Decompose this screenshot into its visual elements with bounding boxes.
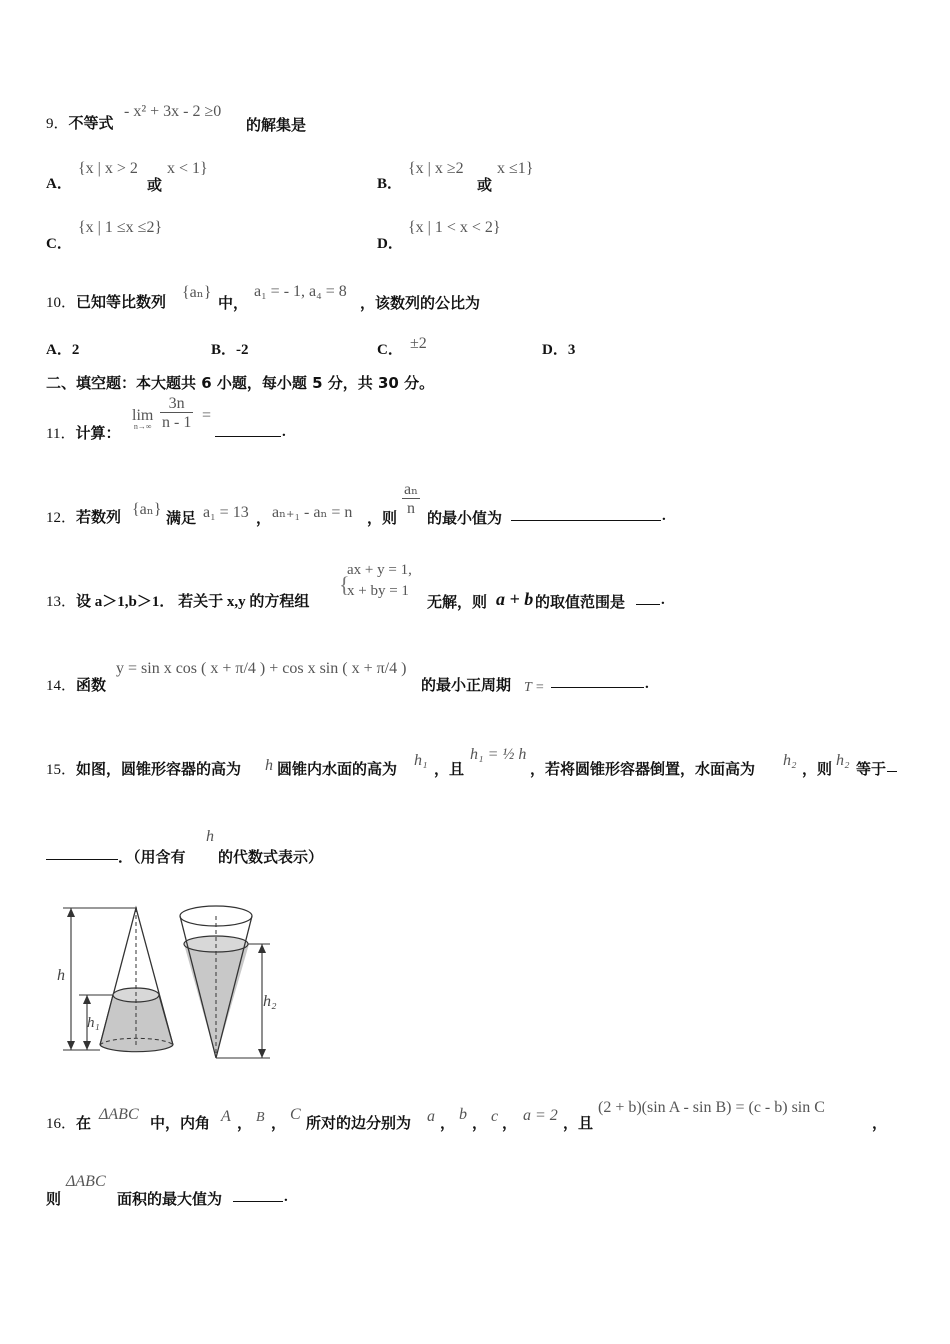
- q15-blank[interactable]: [46, 845, 118, 864]
- q16-blank[interactable]: [233, 1187, 283, 1206]
- q16-pre: 在: [76, 1114, 92, 1132]
- q11-stem: [46, 422, 120, 443]
- q15-h2: h₂: [783, 752, 797, 769]
- q12-seq: {aₙ}: [132, 501, 162, 518]
- q16-comma-d: ，: [472, 1114, 488, 1132]
- q16-number: 16．: [46, 1116, 77, 1132]
- q10-option-c-label: C．: [377, 342, 403, 358]
- fig-label-h2: h₂: [263, 993, 277, 1010]
- q9-post: 的解集是: [246, 116, 307, 134]
- q10-number: 10．: [46, 295, 77, 311]
- q10-option-b-value: -2: [236, 342, 249, 358]
- q15-h1: h₁: [414, 752, 428, 769]
- q11-lim-sub: n→∞: [133, 422, 152, 431]
- q10-option-a-label: A．: [46, 342, 72, 358]
- q9-option-b-math1: {x | x ≥2: [408, 160, 464, 177]
- section2-heading: 二、填空题：本大题共 6 小题，每小题 5 分，共 30 分。: [46, 374, 435, 392]
- q16-comma: ，: [872, 1114, 888, 1132]
- q12-number: 12．: [46, 510, 77, 526]
- q15-line1b: 圆锥内水面的高为: [277, 760, 398, 778]
- q9-stem: [46, 112, 114, 133]
- q16-comma-e: ，: [502, 1114, 518, 1132]
- q16-c: c: [491, 1108, 499, 1125]
- q12-end: .: [662, 508, 666, 524]
- q15-line1c: ，且: [434, 760, 465, 778]
- q15-blank-tail[interactable]: [887, 757, 897, 776]
- q16-post: 面积的最大值为: [117, 1190, 223, 1208]
- q12-c1: a₁ = 13: [203, 504, 249, 521]
- q10-option-a: [46, 338, 79, 359]
- upright-cone: [63, 908, 173, 1052]
- q14-T: T =: [524, 680, 545, 695]
- q9-option-c: [46, 232, 72, 253]
- q14-function: y = sin x cos ( x + π/4 ) + cos x sin ( x + π/4 ): [116, 660, 407, 677]
- q10-option-c-value: ±2: [410, 335, 427, 352]
- q12-c2: aₙ₊₁ - aₙ = n: [272, 504, 353, 521]
- inverted-cone: [180, 906, 270, 1058]
- q10-cond: a₁ = - 1, a₄ = 8: [254, 283, 347, 300]
- q13-system: [339, 562, 412, 600]
- q10-pre: 已知等比数列: [76, 293, 167, 311]
- q11-lim: [132, 407, 153, 431]
- q15-line2a: ．（用含有: [118, 848, 186, 866]
- q9-option-c-label: C．: [46, 236, 72, 252]
- q10-seq: {aₙ}: [182, 284, 212, 301]
- q13-mid: 无解，则: [427, 593, 488, 611]
- q15-line2b: 的代数式表示）: [218, 848, 324, 866]
- q9-inequality: [124, 103, 221, 121]
- q9-option-d: [377, 232, 403, 253]
- q9-number: 9．: [46, 116, 69, 132]
- q9-option-b-or: 或: [477, 176, 493, 194]
- q9-option-a: [46, 172, 72, 193]
- q16-mid2: 所对的边分别为: [306, 1114, 412, 1132]
- q12-blank[interactable]: [511, 506, 661, 525]
- q13-eq1: ax + y = 1,: [347, 562, 412, 578]
- q12-mid: 满足: [166, 509, 197, 527]
- q15-cond: h₁ = ½ h: [470, 746, 527, 763]
- q16-b: b: [459, 1106, 467, 1123]
- fig-label-h1: h₁: [87, 1015, 100, 1031]
- q13-expr: a + b: [496, 589, 534, 609]
- q10-option-b-label: B．: [211, 342, 237, 358]
- q12-then: ，则: [367, 509, 398, 527]
- q10-option-d-value: 3: [567, 342, 576, 358]
- q16-stem: [46, 1112, 91, 1133]
- q16-comma-b: ，: [271, 1114, 287, 1132]
- q10-option-a-value: 2: [71, 342, 80, 358]
- q16-cond2: (2 + b)(sin A - sin B) = (c - b) sin C: [598, 1099, 825, 1116]
- q12-stem: [46, 506, 121, 527]
- q14-post: 的最小正周期: [421, 676, 512, 694]
- q15-stem: [46, 758, 241, 779]
- q12-frac-num: aₙ: [404, 481, 419, 498]
- q10-option-d-label: D．: [542, 342, 568, 358]
- q12-pre: 若数列: [76, 508, 122, 526]
- q14-number: 14．: [46, 678, 77, 694]
- q10-option-d: [542, 338, 575, 359]
- q15-line1d: ，若将圆锥形容器倒置，水面高为: [530, 760, 756, 778]
- q10-stem: [46, 291, 166, 312]
- q9-option-a-label: A．: [46, 176, 72, 192]
- q16-tri-again: ΔABC: [66, 1173, 106, 1190]
- q11-fraction: [160, 396, 193, 431]
- q9-option-d-math: {x | 1 < x < 2}: [408, 219, 501, 236]
- q9-ineq-text: - x² + 3x - 2 ≥0: [124, 103, 222, 120]
- q11-lim-word: lim: [132, 407, 154, 424]
- q9-option-b: [377, 172, 402, 193]
- q13-pre: 设 a＞1,b＞1． 若关于 x,y 的方程组: [76, 594, 310, 610]
- q11-number: 11．: [46, 426, 76, 442]
- q15-h2-again: h₂: [836, 752, 850, 769]
- q15-number: 15．: [46, 762, 77, 778]
- q16-and: ，且: [563, 1114, 594, 1132]
- q13-post: 的取值范围是: [535, 593, 626, 611]
- q9-option-a-math2: x < 1}: [167, 160, 208, 177]
- q16-cond1: a = 2: [523, 1107, 558, 1124]
- q13-blank[interactable]: [636, 590, 660, 609]
- q12-comma: ，: [256, 509, 272, 527]
- q15-line1f: 等于: [856, 760, 887, 778]
- q9-option-b-math2: x ≤1}: [497, 160, 534, 177]
- q16-mid: 中，内角: [150, 1114, 211, 1132]
- q15-h: h: [265, 757, 273, 774]
- q12-fraction: [402, 482, 420, 517]
- q13-brace: {: [339, 572, 350, 597]
- q11-blank[interactable]: [215, 422, 281, 441]
- q10-mid: 中，: [218, 294, 249, 312]
- q9-option-a-math1: {x | x > 2: [78, 160, 138, 177]
- q10-post: ，该数列的公比为: [360, 294, 481, 312]
- q16-then: 则: [46, 1190, 62, 1208]
- q16-comma-a: ，: [237, 1114, 253, 1132]
- q15-line1e: ，则: [802, 760, 833, 778]
- q14-stem: [46, 674, 106, 695]
- q14-pre: 函数: [76, 676, 107, 694]
- q14-end: .: [645, 676, 649, 692]
- q13-end: .: [661, 592, 665, 608]
- q11-end: .: [282, 424, 286, 440]
- q12-frac-den: n: [402, 498, 420, 517]
- q9-option-c-math: {x | 1 ≤x ≤2}: [78, 219, 163, 236]
- q13-stem: [46, 590, 309, 611]
- q10-option-c: [377, 338, 403, 359]
- q16-C: C: [290, 1106, 301, 1123]
- q9-option-d-label: D．: [377, 236, 403, 252]
- q16-B: B: [256, 1110, 265, 1125]
- q15-figure: [55, 900, 295, 1065]
- q15-h-ref: h: [206, 828, 214, 845]
- q9-option-a-or: 或: [147, 176, 163, 194]
- fig-label-h: h: [57, 967, 65, 984]
- q11-eq: =: [202, 407, 212, 424]
- q9-option-b-label: B．: [377, 176, 403, 192]
- q15-line1a: 如图，圆锥形容器的高为: [76, 760, 242, 778]
- q13-eq2: x + by = 1: [347, 583, 409, 599]
- q16-A: A: [221, 1108, 231, 1125]
- q10-option-b: [211, 338, 249, 359]
- q12-post: 的最小值为: [427, 509, 503, 527]
- q14-blank[interactable]: [551, 673, 644, 692]
- q16-tri: ΔABC: [99, 1106, 139, 1123]
- q16-end: .: [284, 1189, 288, 1205]
- q13-number: 13．: [46, 594, 77, 610]
- q11-denominator: n - 1: [162, 414, 192, 431]
- q9-pre: 不等式: [68, 114, 114, 132]
- q11-numerator: 3n: [168, 395, 185, 412]
- q16-comma-c: ，: [440, 1114, 456, 1132]
- q16-a: a: [427, 1108, 435, 1125]
- q11-pre: 计算：: [75, 424, 121, 442]
